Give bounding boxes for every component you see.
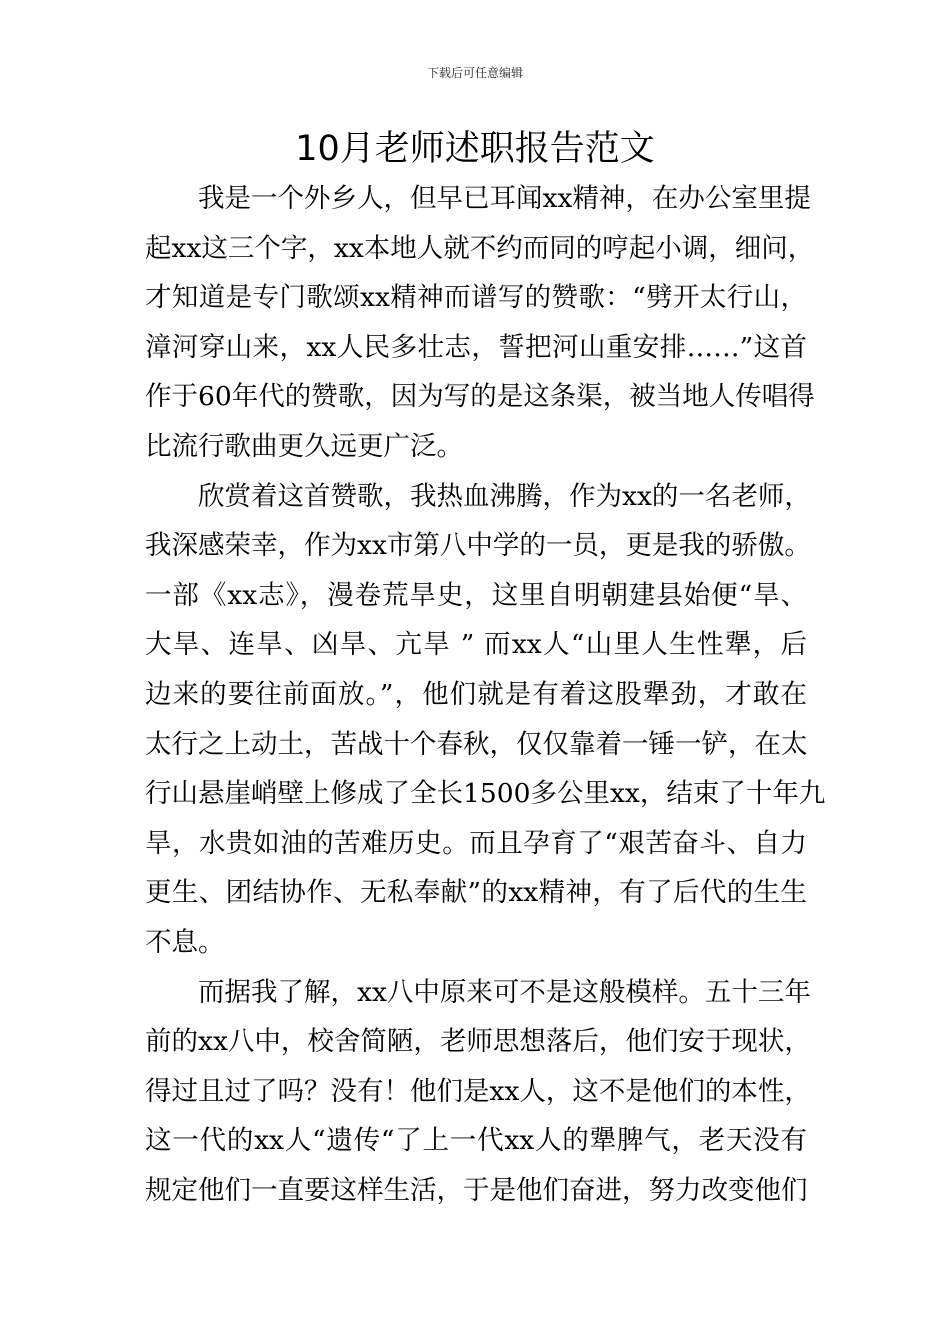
text-line: 而据我了解，xx八中原来可不是这般模样。五十三年 [198,976,811,1008]
text-line: 漳河穿山来，xx人民多壮志，誓把河山重安排……”这首 [145,331,807,363]
text-line: 才知道是专门歌颂xx精神而谱写的赞歌：“劈开太行山， [145,282,807,314]
text-line: 不息。 [145,926,225,958]
paragraph-3 [145,968,811,1216]
text-line: 这一代的xx人“遗传“了上一代xx人的犟脾气，老天没有 [145,1125,807,1157]
text-line: 欣赏着这首赞歌，我热血沸腾，作为xx的一名老师， [198,480,811,512]
text-line: 我是一个外乡人，但早已耳闻xx精神，在办公室里提 [198,183,811,214]
text-line: 规定他们一直要这样生活，于是他们奋进，努力改变他们 [145,1174,808,1206]
header-note: 下载后可任意编辑 [426,66,523,80]
text-line: 旱，水贵如油的苦难历史。而且孕育了“艰苦奋斗、自力 [145,827,807,859]
text-line: 大旱、连旱、凶旱、亢旱 ” 而xx人“山里人生性犟，后 [145,629,807,661]
text-line: 边来的要往前面放。”，他们就是有着这股犟劲，才敢在 [145,678,807,710]
text-line: 比流行歌曲更久远更广泛。 [145,430,463,462]
text-line: 作于60年代的赞歌，因为写的是这条渠，被当地人传唱得 [145,381,815,413]
paragraph-1 [145,174,815,472]
document-body [145,174,826,1215]
text-line: 前的xx八中，校舍简陋，老师思想落后，他们安于现状， [145,1026,811,1058]
text-line: 起xx这三个字，xx本地人就不约而同的哼起小调，细问， [145,232,815,264]
text-line: 行山悬崖峭壁上修成了全长1500多公里xx，结束了十年九 [145,778,826,810]
text-line: 太行之上动土，苦战十个春秋，仅仅靠着一锤一铲，在太 [145,728,808,760]
text-line: 一部《xx志》，漫卷荒旱史，这里自明朝建县始便“旱、 [145,579,807,611]
paragraph-2 [145,472,826,968]
text-line: 得过且过了吗？没有！他们是xx人，这不是他们的本性， [145,1075,811,1107]
text-line: 更生、团结协作、无私奉献”的xx精神，有了后代的生生 [145,877,807,909]
document-title: 10月老师述职报告范文 [295,129,655,169]
text-line: 我深感荣幸，作为xx市第八中学的一员，更是我的骄傲。 [145,530,811,562]
